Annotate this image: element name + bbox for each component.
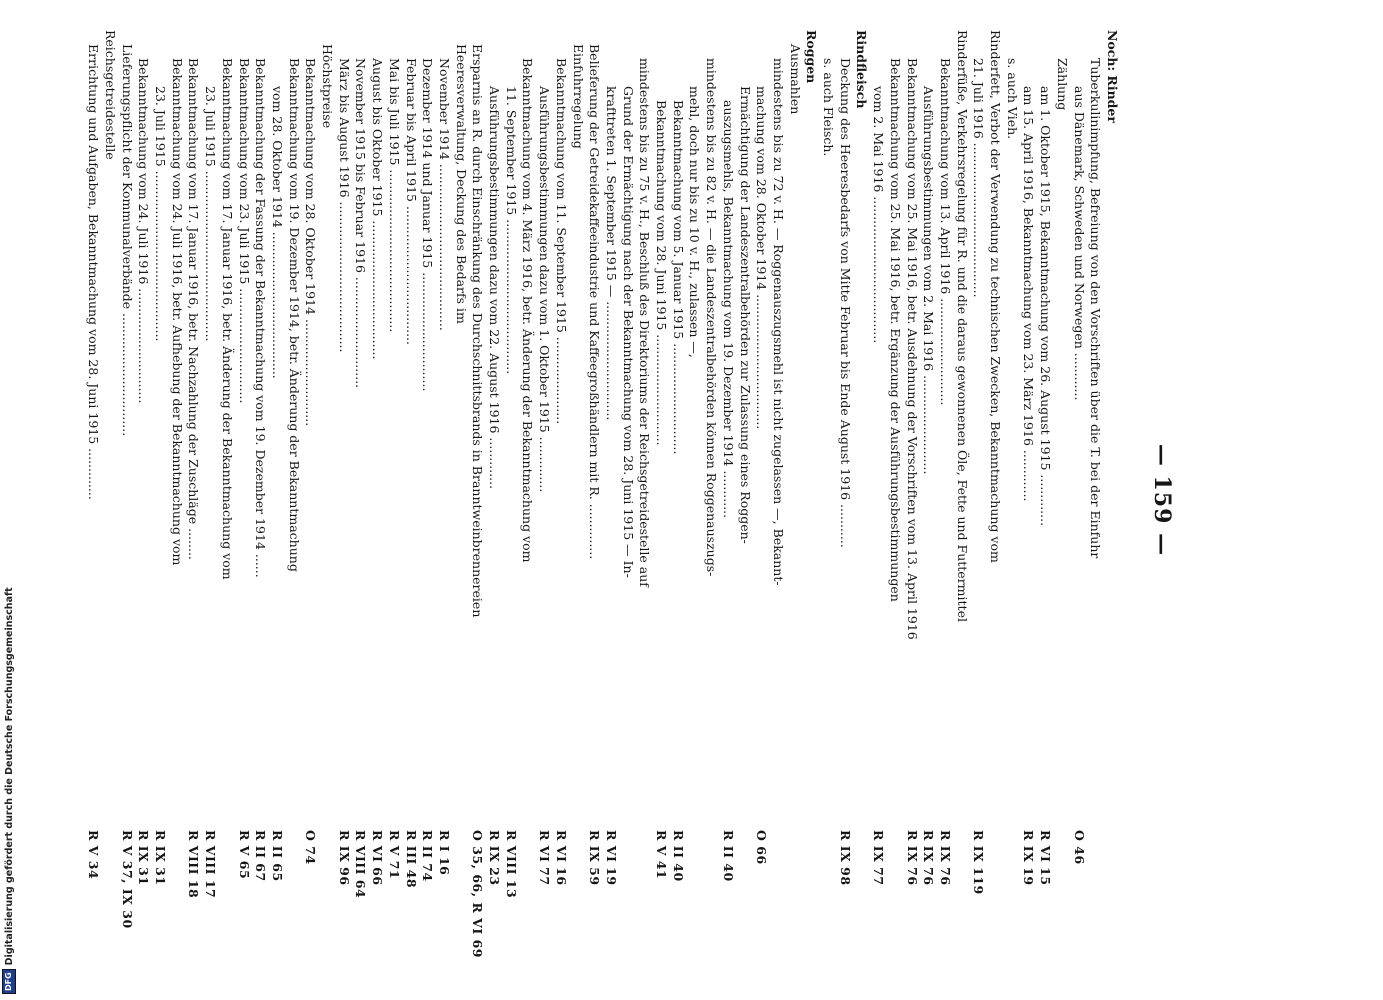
entry-text: Ausführungsbestimmungen dazu vom 1. Oktober 1915 .............. <box>537 86 553 493</box>
entry-text: s. auch Fleisch. <box>821 58 837 157</box>
entry-text: Heeresverwaltung, Deckung des Bedarfs im <box>453 44 469 324</box>
entry-reference: R II 74 <box>420 830 436 882</box>
entry-text: mindestens bis zu 72 v. H. — Roggenauszugsmehl ist nicht zugelassen —, Bekannt- <box>771 58 786 586</box>
entry-reference: R VI 19 <box>604 830 619 886</box>
entry-reference: R VIII 64 <box>353 830 369 899</box>
entry-text: mindestens bis zu 75 v. H., Beschluß des Direktoriums der Reichsgetreidestelle auf <box>637 58 653 587</box>
entry-text: Februar bis April 1915 ................................... <box>403 58 419 346</box>
entry-reference: R IX 23 <box>487 830 503 886</box>
entry-reference: R VI 66 <box>370 830 386 886</box>
entry-text: Bekanntmachung der Fassung der Bekanntmachung vom 19. Dezember 1914 ...... <box>253 58 269 578</box>
entry-text: Höchstpreise <box>320 44 336 129</box>
entry-reference: R V 37, IX 30 <box>119 830 135 929</box>
entry-text: Ausführungsbestimmungen dazu vom 22. August 1916 ............. <box>487 86 503 490</box>
entry-text: Rinderfett, Verbot der Verwendung zu technischen Zwecken, Bekanntmachung vom <box>988 30 1004 563</box>
entry-reference: R III 48 <box>403 830 419 889</box>
entry-reference: R IX 31 <box>136 830 152 886</box>
entry-text: Roggen <box>804 30 820 84</box>
entry-text: Ersparnis an R. durch Einschränkung des Durchschnittsbrands in Branntweinbrennereien <box>470 44 486 618</box>
entry-text: Belieferung der Getreidekaffeeindustrie und Kaffeegroßhändlern mit R. .............. <box>587 44 603 560</box>
dfg-logo-icon: DFG <box>2 969 16 994</box>
entry-reference: R V 71 <box>386 830 402 880</box>
entry-reference: R IX 76 <box>904 830 920 886</box>
digitization-credit <box>2 587 16 994</box>
entry-text: Zählung <box>1054 58 1070 111</box>
entry-reference: O 46 <box>1071 830 1087 865</box>
entry-text: mehl, doch nur bis zu 10 v. H., zulassen —, <box>687 86 703 358</box>
entry-text: Einfuhrregelung <box>570 44 586 149</box>
entry-text: am 1. Oktober 1915, Bekanntmachung vom 26. August 1915 ............. <box>1038 86 1054 527</box>
entry-text: Tuberkulinimpfung, Befreiung von den Vorschriften über die T. bei der Einfuhr <box>1088 58 1104 559</box>
entry-reference: R VI 77 <box>537 830 553 886</box>
credit-text: Digitalisierung gefördert durch die Deutsche Forschungsgemeinschaft <box>3 587 15 966</box>
entry-reference: R IX 31 <box>153 830 169 886</box>
entry-text: Deckung des Heeresbedarfs von Mitte Februar bis Ende August 1916 ........... <box>837 58 853 548</box>
entry-text: krafttreten 1. September 1915 — .............................. <box>604 86 619 421</box>
entry-text: mindestens bis zu 82 v. H. — die Landeszentralbehörden können Roggenauszugs- <box>704 58 720 577</box>
entry-text: 23. Juli 1915 ........................................... <box>153 86 169 342</box>
entry-reference: R II 65 <box>270 830 285 882</box>
entry-text: Bekanntmachung vom 5. Januar 1915 ............................ <box>670 100 686 455</box>
entry-text: Errichtung und Aufgaben, Bekanntmachung vom 28. Juni 1915 ............. <box>86 44 102 500</box>
entry-text: Ermächtigung der Landeszentralbehörden zur Zulassung eines Roggen- <box>737 86 753 544</box>
entry-text: 11. September 1915 ....................................... <box>503 86 519 375</box>
entry-reference: R II 40 <box>670 830 686 882</box>
entry-text: Ausführungsbestimmungen vom 2. Mai 1916 ......................... <box>921 86 937 475</box>
entry-text: Dezember 1914 und Januar 1915 .............................. <box>420 58 436 392</box>
entry-reference: R VI 15 <box>1038 830 1054 886</box>
page-number: — 159 — <box>1149 443 1175 557</box>
entry-reference: R IX 96 <box>336 830 352 886</box>
entry-text: Bekanntmachung vom 24. Juli 1916 ............................. <box>136 58 152 404</box>
entry-reference: R IX 19 <box>1021 830 1037 886</box>
entry-reference: R IX 77 <box>871 830 887 886</box>
entry-text: Rindfleisch <box>854 30 870 109</box>
index-entry <box>82 0 104 1000</box>
entry-reference: R V 65 <box>236 830 252 880</box>
entry-text: Reichsgetreidestelle <box>103 30 118 160</box>
entry-text: Bekanntmachung vom 28. Oktober 1914 ........................... <box>303 58 319 427</box>
entry-reference: R II 40 <box>720 830 736 882</box>
entry-text: März bis August 1916 ...................................... <box>336 58 352 353</box>
entry-text: Noch: Rinder <box>1105 30 1120 123</box>
entry-reference: R IX 119 <box>971 830 987 895</box>
entry-text: machung vom 28. Oktober 1914 .................................. <box>754 86 770 430</box>
entry-reference: R VIII 17 <box>203 830 219 899</box>
entry-text: aus Dänemark, Schweden und Norwegen ............ <box>1071 86 1087 401</box>
entry-text: auszugsmehls, Bekanntmachung vom 19. Dezember 1914 ............ <box>720 100 736 519</box>
entry-text: Bekanntmachung vom 19. Dezember 1914, betr. Änderung der Bekanntmachung <box>286 58 302 572</box>
entry-text: November 1915 bis Februar 1916 ............................ <box>353 58 369 389</box>
entry-reference: R II 67 <box>253 830 269 882</box>
entry-text: Bekanntmachung vom 23. Juli 1915 ............................. <box>236 58 252 404</box>
entry-reference: R I 16 <box>437 830 452 876</box>
entry-reference: O 74 <box>303 830 319 865</box>
entry-text: Bekanntmachung vom 13. April 1916 ........................... <box>938 58 953 406</box>
entry-reference: R VI 16 <box>553 830 569 886</box>
entry-text: Bekanntmachung vom 17. Januar 1916, betr. Nachzahlung der Zuschläge ........ <box>186 58 202 560</box>
entry-reference: R VIII 13 <box>503 830 519 899</box>
entry-reference: R IX 76 <box>938 830 953 886</box>
entry-text: s. auch Vieh. <box>1004 58 1020 140</box>
entry-reference: R IX 59 <box>587 830 603 886</box>
entry-reference: O 66 <box>754 830 770 865</box>
entry-text: 23. Juli 1915 ........................................... <box>203 86 219 342</box>
entry-text: Mai bis Juli 1915 ......................................... <box>386 58 402 333</box>
entry-text: Ausmahlen <box>787 44 803 115</box>
entry-text: Bekanntmachung vom 11. September 1915 ...................... <box>553 58 569 425</box>
entry-reference: R VIII 18 <box>186 830 202 899</box>
entry-text: Bekanntmachung vom 28. Juni 1915 ............................ <box>654 100 670 446</box>
entry-text: 21. Juli 1916 ....................................... <box>971 58 987 298</box>
entry-text: November 1914 .......................................... <box>437 58 452 331</box>
entry-text: vom 28. Oktober 1914 ..................................... <box>270 86 285 379</box>
entry-reference: R V 34 <box>86 830 102 880</box>
entry-text: August bis Oktober 1915 ................................... <box>370 58 386 360</box>
entry-reference: R V 41 <box>654 830 670 880</box>
entry-text: vom 2. Mai 1916 ..................................... <box>871 86 887 344</box>
entry-text: Grund der Ermächtigung nach der Bekanntmachung vom 28. Juni 1915 — In- <box>620 86 636 578</box>
entry-text: am 15. April 1916, Bekanntmachung vom 23. März 1916 ............. <box>1021 86 1037 502</box>
entry-text: Bekanntmachung vom 4. März 1916, betr. Änderung der Bekanntmachung vom <box>520 58 536 563</box>
entry-reference: O 35, 66, R VI 69 <box>470 830 486 958</box>
entry-text: Rinderfüße, Verkehrsregelung für R. und die daraus gewonnenen Öle, Fette und Futtermittel <box>954 30 970 622</box>
entry-reference: R IX 98 <box>837 830 853 886</box>
entry-text: Bekanntmachung vom 17. Januar 1916, betr. Änderung der Bekanntmachung vom <box>219 58 235 580</box>
entry-text: Bekanntmachung vom 25. Mai 1916, betr. Ergänzung der Ausführungsbestimmungen <box>887 58 903 602</box>
entry-reference: R IX 76 <box>921 830 937 886</box>
entry-text: Bekanntmachung vom 24. Juli 1916, betr. Aufhebung der Bekanntmachung vom <box>169 58 185 566</box>
entry-text: Lieferungspflicht der Kommunalverbände ............................... <box>119 44 135 437</box>
index-page <box>86 0 1215 1000</box>
entry-text: Bekanntmachung vom 25. Mai 1916, betr. Ausdehnung der Vorschriften vom 13. April 1916 <box>904 58 920 640</box>
